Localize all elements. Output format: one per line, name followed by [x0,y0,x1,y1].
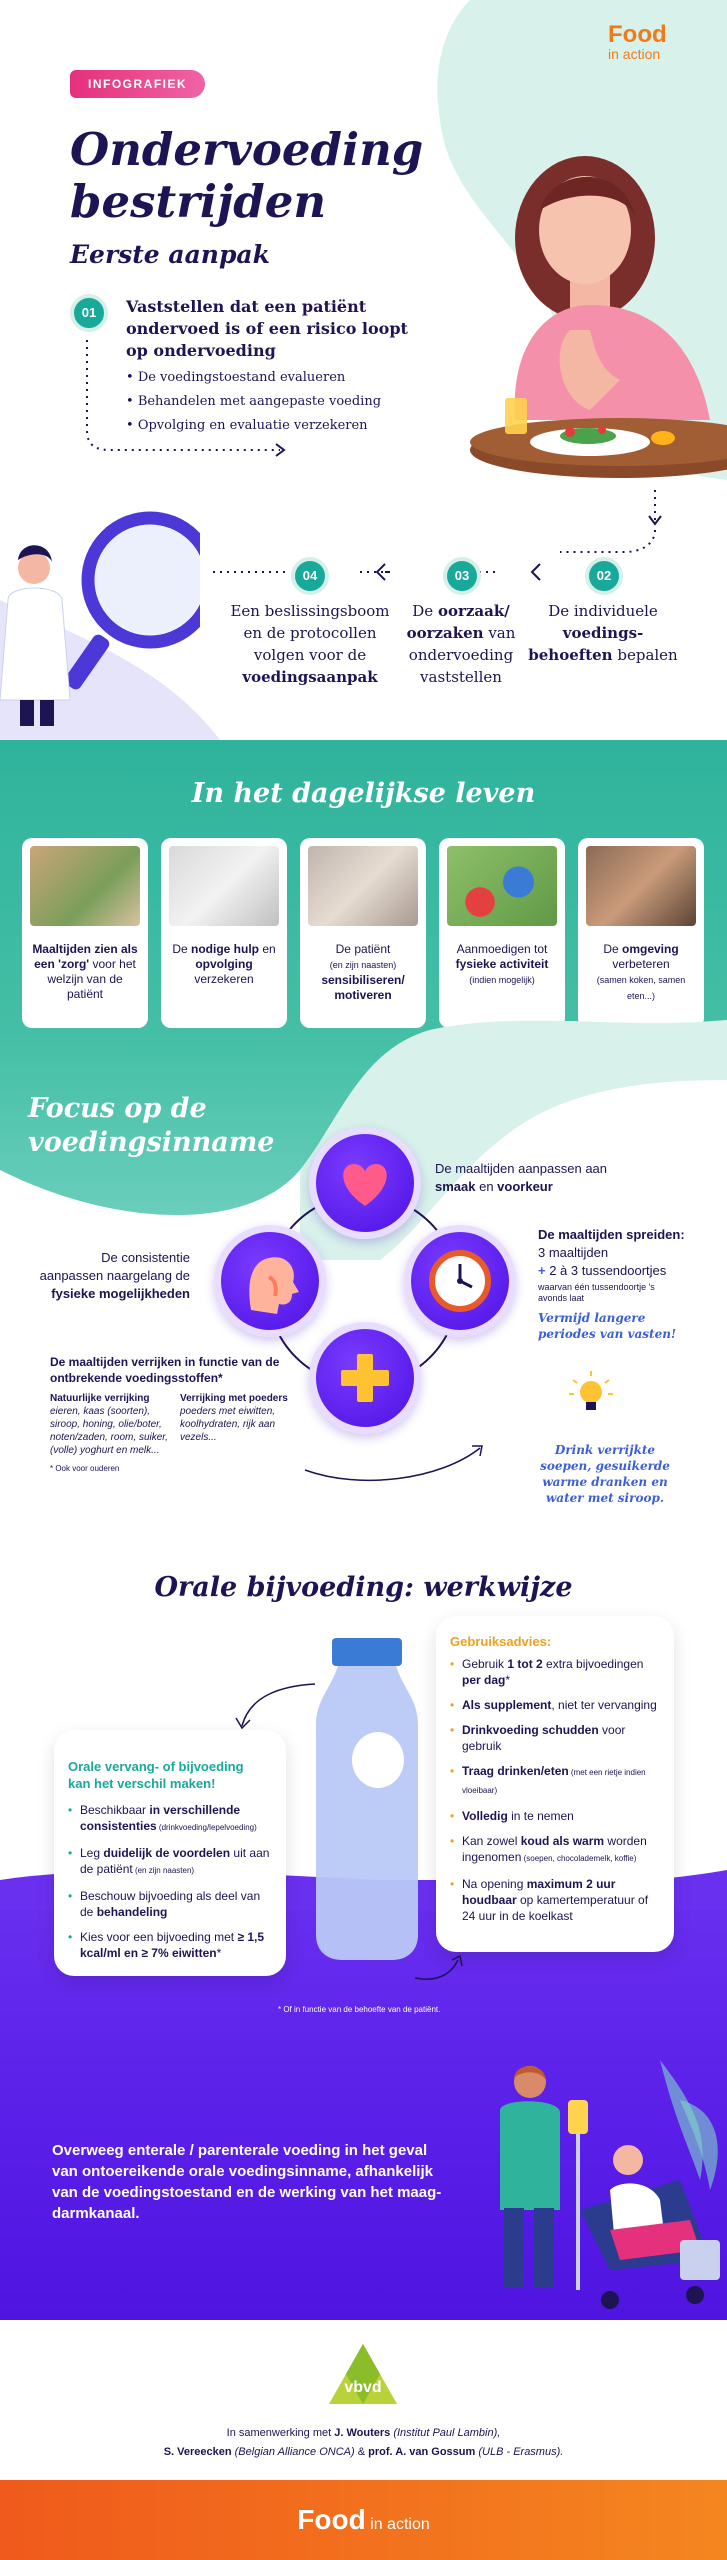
enrich-col-natural: Natuurlijke verrijking eieren, kaas (soorten), siroop, honing, olie/boter, noten/zaden, room, suiker, (volle) yoghurt en melk... [50,1393,168,1456]
right-arrow [410,1948,470,1988]
footer-bar [0,2480,727,2560]
card-photo [586,846,696,926]
food-in-action-logo [608,21,667,62]
vbvd-logo [325,2340,401,2408]
step-2-text: De individuele voedings-behoeften bepalen [528,602,678,664]
tip-text: Drink verrijkte soepen, gesuikerde warme dranken en water met siroop. [540,1443,670,1505]
step-2-badge: 02 [585,557,623,595]
vbvd-logo-text: vbvd [344,2379,382,2396]
plus-icon [316,1329,414,1427]
oral-benefits-list [68,1802,276,1970]
spread-line1: 3 maaltijden [538,1245,609,1260]
focus-title: Focus op de voedingsinname [28,1093,275,1158]
card-text: De patiënt (en zijn naasten) sensibiliseren/ motiveren [321,942,405,1002]
step-4-text: Een beslissingsboom en de protocollen volgen voor de voedingsaanpak [230,602,390,686]
bottle-illustration [300,1630,440,1970]
card-text: De omgeving verbeteren (samen koken, samen eten...) [596,942,686,1001]
oral-title: Orale bijvoeding: werkwijze [154,1572,573,1603]
left-arrow [230,1676,320,1736]
card-photo [30,846,140,926]
list-item: • Kan zowel koud als warm worden ingenomen (soepen, chocolademelk, koffie) [450,1833,664,1867]
spread-note: Vermijd langere periodes van vasten! [538,1311,677,1341]
plus-circle [309,1322,421,1434]
spread-title: De maaltijden spreiden: [538,1227,685,1242]
logo-brand: Food [608,21,667,48]
usage-advice-card [436,1616,674,1952]
list-item: • Als supplement, niet ter vervanging [450,1697,664,1713]
enrich-block [50,1354,300,1474]
footer-logo-suffix: in action [370,2516,430,2533]
list-item: • Leg duidelijk de voordelen uit aan de patiënt (en zijn naasten) [68,1845,276,1879]
card-photo [447,846,557,926]
oral-benefits-heading: Orale vervang- of bijvoeding kan het verschil maken! [68,1759,244,1791]
card-photo [308,846,418,926]
card-text: Aanmoedigen tot fysieke activiteit (indien mogelijk) [455,942,549,985]
step-3-badge: 03 [443,557,481,595]
list-item: • Beschikbaar in verschillende consistenties (drinkvoeding/lepelvoeding) [68,1802,276,1836]
page-title: Ondervoeding bestrijden [70,123,424,228]
daily-card [578,838,704,1028]
spread-block [538,1226,718,1342]
step-1-badge: 01 [70,294,108,332]
list-item: • Kies voor een bijvoeding met ≥ 1,5 kcal/ml en ≥ 7% eiwitten* [68,1929,276,1961]
list-item: • Volledig in te nemen [450,1808,664,1824]
usage-advice-heading: Gebruiksadvies: [450,1634,552,1649]
consistency-text: De consistentie aanpassen naargelang de fysieke mogelijkheden [39,1250,190,1301]
step-1-item: • De voedingstoestand evalueren [126,366,381,390]
infographic-tag: INFOGRAFIEK [70,70,205,98]
enrich-columns [50,1392,300,1457]
doctor-magnifier-illustration [0,500,200,730]
clock-circle [404,1225,516,1337]
step-1-item: • Opvolging en evaluatie verzekeren [126,414,381,438]
nurse-patient-illustration [460,2040,727,2320]
list-item: • Gebruik 1 tot 2 extra bijvoedingen per dag* [450,1656,664,1688]
footer-logo [0,2504,727,2536]
daily-card [22,838,148,1028]
step-4-badge: 04 [291,557,329,595]
list-item: • Na opening maximum 2 uur houdbaar op kamertemperatuur of 24 uur in de koelkast [450,1876,664,1924]
card-text: Maaltijden zien als een 'zorg' voor het welzijn van de patiënt [32,942,138,1001]
usage-advice-list [450,1656,664,1933]
enrich-footnote: * Ook voor ouderen [50,1464,120,1473]
page-subtitle: Eerste aanpak [70,240,270,269]
lightbulb-icon [566,1368,616,1422]
step-1-item: • Behandelen met aangepaste voeding [126,390,381,414]
daily-life-title: In het dagelijkse leven [191,778,536,809]
heart-circle [309,1127,421,1239]
card-photo [169,846,279,926]
step-3-text: De oorzaak/ oorzaken van ondervoeding vaststellen [406,602,516,686]
head-profile-icon [221,1232,319,1330]
footer-logo-brand: Food [297,2504,366,2535]
step-1-title: Vaststellen dat een patiënt ondervoed is of een risico loopt op ondervoeding [126,297,408,360]
head-circle [214,1225,326,1337]
spread-small: waarvan één tussendoortje 's avonds laat [538,1282,655,1303]
clock-icon [411,1232,509,1330]
oral-benefits-card [54,1730,286,1976]
credits: In samenwerking met J. Wouters (Institut Paul Lambin), S. Vereecken (Belgian Alliance ONCA) & prof. A. van Gossum (ULB - Erasmus). [163,2427,564,2458]
tip-arrow [300,1420,490,1490]
enrich-col-powders: Verrijking met poeders poeders met eiwitten, koolhydraten, rijk aan vezels... [180,1393,288,1443]
heart-icon [316,1134,414,1232]
logo-suffix: in action [608,46,661,62]
list-item: • Traag drinken/eten (met een rietje indien vloeibaar) [450,1763,664,1799]
card-text: De nodige hulp en opvolging verzekeren [172,942,276,986]
list-item: • Drinkvoeding schudden voor gebruik [450,1722,664,1754]
enteral-text: Overweeg enterale / parenterale voeding in het geval van ontoereikende orale voedingsinname, afhankelijk van de voedingstoestand en de werking van het maag-darmkanaal. [52,2142,442,2222]
spread-line2: + 2 à 3 tussendoortjes [538,1263,667,1278]
daily-card [161,838,287,1028]
enrich-title: De maaltijden verrijken in functie van de ontbrekende voedingsstoffen* [50,1355,280,1385]
list-item: • Beschouw bijvoeding als deel van de behandeling [68,1888,276,1920]
daily-card [439,838,565,1028]
oral-footnote: * Of in functie van de behoefte van de patiënt. [278,2005,441,2014]
daily-card [300,838,426,1028]
taste-text: De maaltijden aanpassen aan smaak en voorkeur [435,1161,608,1194]
